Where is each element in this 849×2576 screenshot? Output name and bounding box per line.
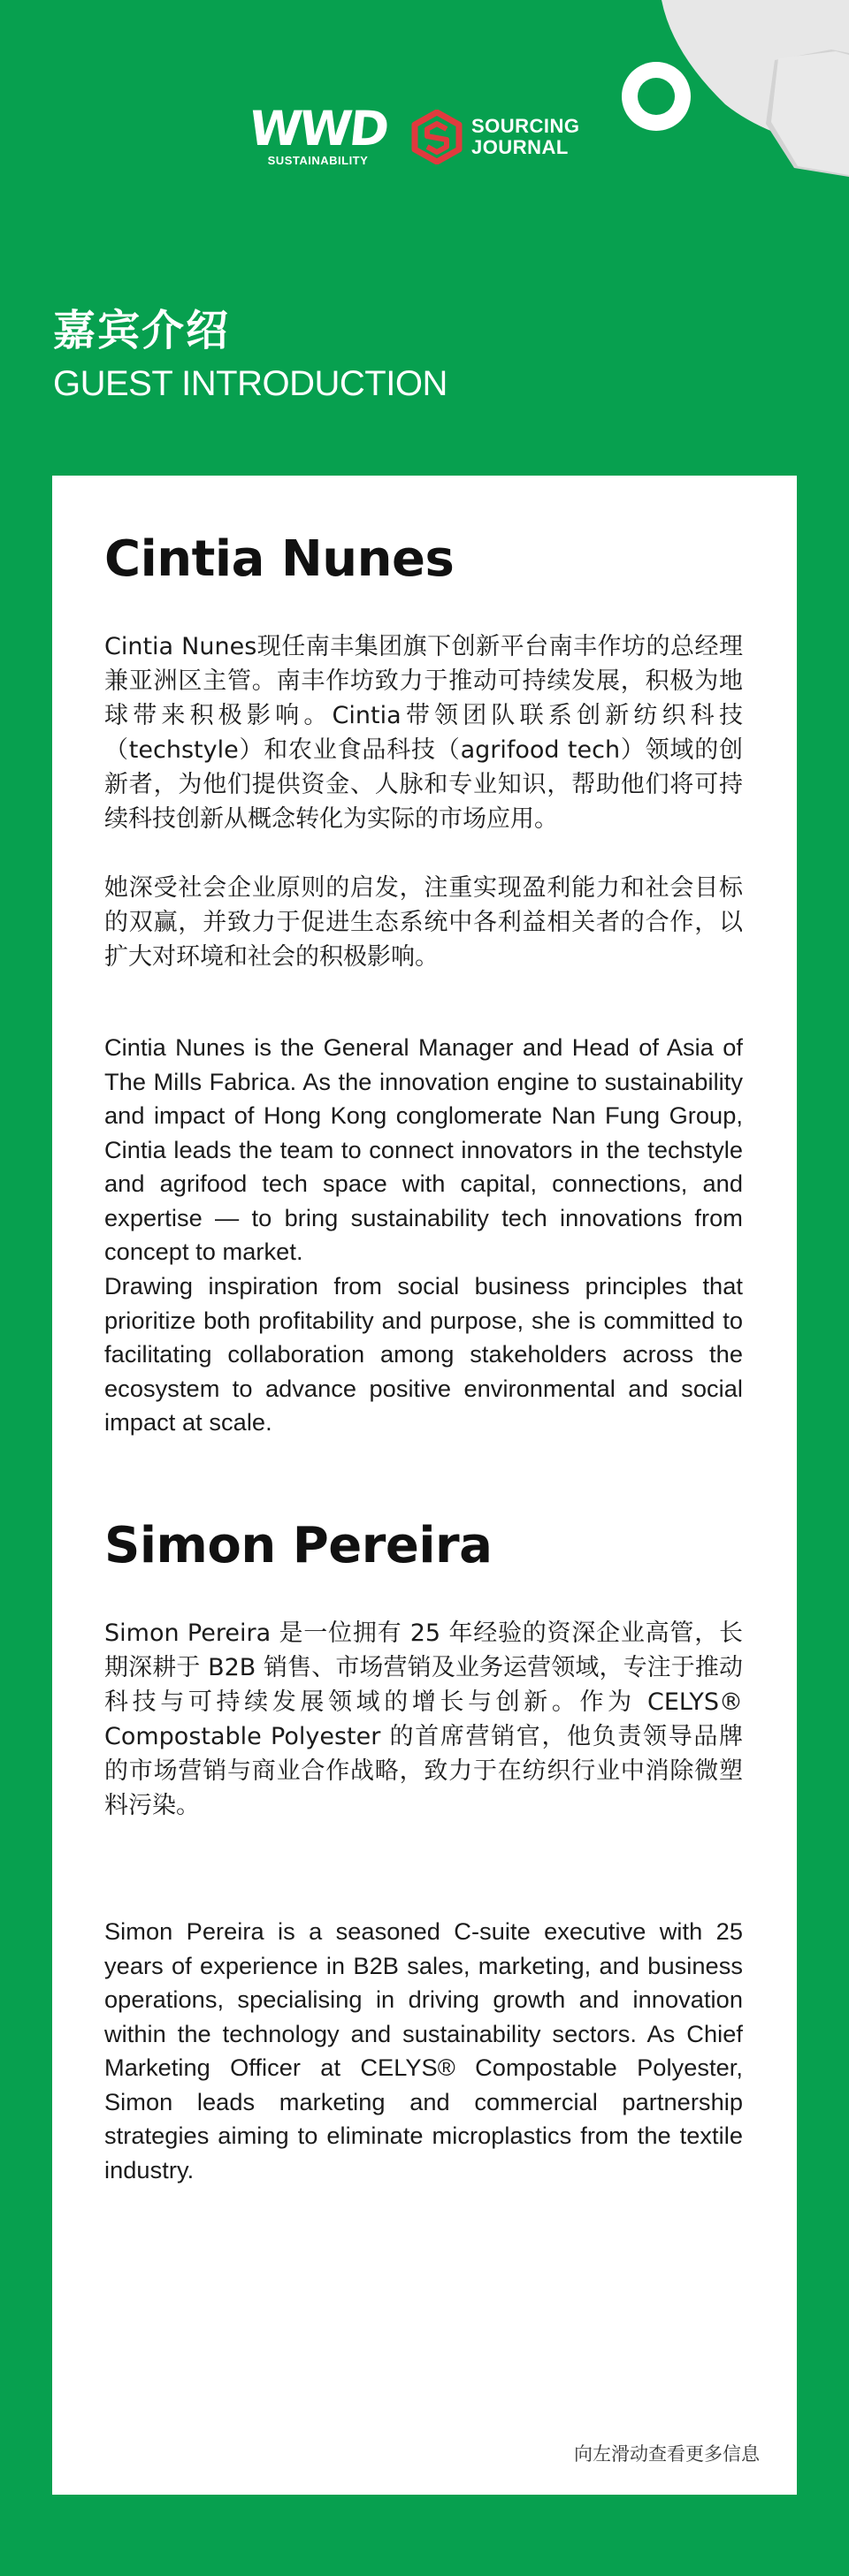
section-title-en: GUEST INTRODUCTION (53, 364, 447, 403)
header-banner (0, 0, 849, 477)
speaker-bio-en: Simon Pereira is a seasoned C-suite executive with 25 years of experience in B2B sales, marketing, and business operations, specialising in driving growth and innovation within the technology and sustainability sectors. As Chief Marketing Officer at CELYS® Compostable Polyester, Simon leads marketing and commercial partnership strategies aiming to eliminate microplastics from the textile industry. (104, 1917, 743, 2184)
speaker-bio-cn: Cintia Nunes现任南丰集团旗下创新平台南丰作坊的总经理兼亚洲区主管。南丰作坊致力于推动可持续发展，积极为地球带来积极影响。Cintia带领团队联系创新纺织科技（techstyle）和农业食品科技（agrifood tech）领域的创新者，为他们提供资金、人脉和专业知识，帮助他们将可持续科技创新从概念转化为实际的市场应用。 (104, 633, 743, 833)
speaker-bio-cn: Simon Pereira 是一位拥有 25 年经验的资深企业高管，长期深耕于 B2B 销售、市场营销及业务运营领域，专注于推动科技与可持续发展领域的增长与创新。作为 CELYS® Compostable Polyester 的首席营销官，他负责领导品牌的市场营销与商业合作战略，致力于在纺织行业中消除微塑料污染。 (104, 1620, 743, 1819)
guest-card (52, 476, 797, 2495)
section-title-cn: 嘉宾介绍 (53, 306, 231, 355)
speaker-bio-en: Cintia Nunes is the General Manager and Head of Asia of The Mills Fabrica. As the innovation engine to sustainability and impact of Hong Kong conglomerate Nan Fung Group, Cintia leads the team to connect innovators in the techstyle and agrifood tech space with capital, connections, and expertise — to bring sustainability tech innovations from concept to market. (104, 1033, 743, 1265)
wwd-logo (246, 101, 390, 167)
wwd-wordmark: WWD (246, 101, 390, 156)
sourcing-journal-logo (411, 110, 580, 164)
swipe-hint: 向左滑动查看更多信息 (574, 2443, 760, 2465)
sourcing-journal-line2: JOURNAL (470, 135, 569, 158)
speaker-name: Cintia Nunes (104, 530, 455, 588)
sourcing-journal-line1: SOURCING (470, 114, 580, 137)
logo-group (246, 101, 580, 167)
sourcing-journal-hexagon-icon (411, 110, 463, 164)
speaker-name: Simon Pereira (104, 1517, 493, 1574)
wwd-tagline: SUSTAINABILITY (267, 154, 369, 167)
speaker-bio-cn-2: 她深受社会企业原则的启发，注重实现盈利能力和社会目标的双赢，并致力于促进生态系统中各利益相关者的合作，以扩大对环境和社会的积极影响。 (104, 874, 743, 971)
speaker-bio-en-2: Drawing inspiration from social business principles that prioritize both profitability and purpose, she is committed to facilitating collaboration among stakeholders across the ecosystem to advance positive environmental and social impact at scale. (104, 1272, 743, 1436)
